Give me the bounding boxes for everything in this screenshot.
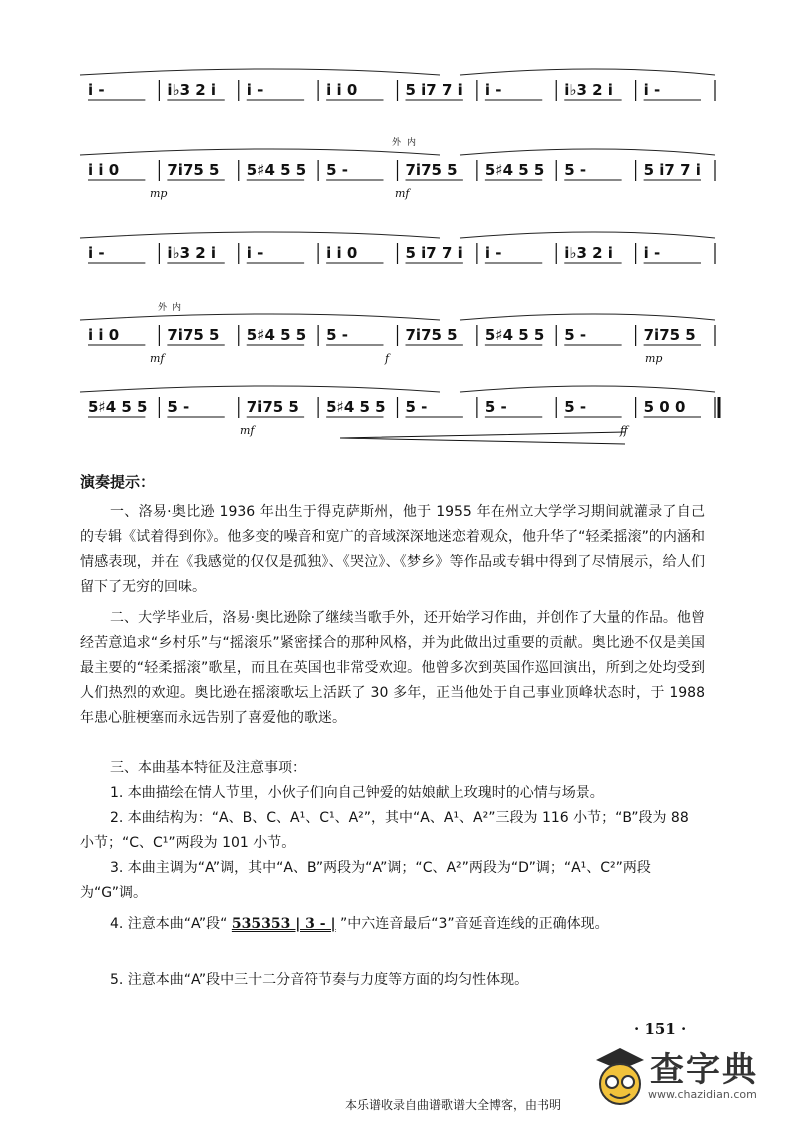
slur-mark — [460, 386, 715, 392]
measure-notes: 5 - — [405, 398, 428, 416]
measure-notes: i i 0 — [88, 326, 120, 344]
logo-url: www.chazidian.com — [648, 1088, 757, 1101]
measure-notes: 7i75 5 — [405, 326, 458, 344]
measure-notes: 5 0 0 — [643, 398, 686, 416]
inline-notation: 535353 | 3 - | — [231, 916, 336, 932]
tips-item-5: 5. 注意本曲“A”段中三十二分音符节奏与力度等方面的均匀性体现。 — [110, 972, 529, 988]
measure-notes: i i 0 — [326, 244, 358, 262]
measure-notes: i - — [88, 81, 105, 99]
tips-heading: 演奏提示： — [80, 473, 156, 491]
measure-notes: 7i75 5 — [167, 161, 220, 179]
measure-notes: i♭3 2 i — [564, 81, 613, 99]
slur-mark — [80, 232, 440, 238]
dynamic-marking: mp — [150, 187, 168, 200]
measure-notes: 7i75 5 — [405, 161, 458, 179]
measure-notes: i - — [246, 81, 264, 99]
measure-notes: i♭3 2 i — [167, 244, 217, 262]
measure-notes: i♭3 2 i — [564, 244, 613, 262]
measure-notes: i i 0 — [88, 161, 120, 179]
ornament-marking: 外 — [158, 303, 168, 313]
logo-mascot-icon — [590, 1042, 650, 1114]
dynamic-marking: mf — [240, 424, 255, 437]
measure-notes: 7i75 5 — [167, 326, 220, 344]
tips-item-2: 2. 本曲结构为：“A、B、C、A¹、C¹、A²”，其中“A、A¹、A²”三段为 116 小节；“B”段为 88 小节；“C、C¹”两段为 101 小节。 — [80, 810, 689, 851]
measure-notes: i♭3 2 i — [167, 81, 217, 99]
tips-item-3: 3. 本曲主调为“A”调，其中“A、B”两段为“A”调；“C、A²”两段为“D”调；“A¹、C²”两段为“G”调。 — [80, 860, 651, 901]
measure-notes: 5♯4 5 5 — [88, 398, 148, 416]
measure-notes: i - — [484, 244, 502, 262]
measure-notes: 7i75 5 — [246, 398, 299, 416]
tips-item-4-start: 4. 注意本曲“A”段“ — [110, 916, 228, 932]
measure-notes: i - — [643, 81, 661, 99]
slur-mark — [460, 232, 715, 238]
ornament-marking: 内 — [172, 303, 182, 313]
measure-notes: 5 - — [326, 326, 349, 344]
dynamic-marking: f — [385, 352, 390, 365]
logo-text: 查字典 — [650, 1050, 758, 1090]
tips-paragraph-2: 二、大学毕业后，洛易·奥比逊除了继续当歌手外，还开始学习作曲，并创作了大量的作品。他曾经苦意追求“乡村乐”与“摇滚乐”紧密揉合的那种风格，并为此做出过重要的贡献。奥比逊不仅是美国最主要的“轻柔摇滚”歌星，而且在英国也非常受欢迎。他曾多次到英国作巡回演出，所到之处均受到人们热烈的欢迎。奥比逊在摇滚歌坛上活跃了 30 多年，正当他处于自己事业顶峰状态时，于 1988 年患心脏梗塞而永远告别了喜爱他的歌迷。 — [80, 610, 705, 726]
page-number: · 151 · — [634, 1020, 687, 1038]
tips-item-4 — [80, 912, 705, 937]
measure-notes: i - — [484, 81, 502, 99]
crescendo-hairpin — [340, 432, 625, 444]
measure-notes: 5 i7 7 i — [405, 244, 463, 262]
music-score — [0, 0, 801, 460]
measure-notes: 5 i7 7 i — [405, 81, 463, 99]
dynamic-marking: mp — [645, 352, 663, 365]
tips-item-4-end: ”中六连音最后“3”音延音连线的正确体现。 — [340, 916, 609, 932]
measure-notes: i - — [643, 244, 661, 262]
measure-notes: 5 - — [564, 326, 587, 344]
slur-mark — [80, 314, 440, 320]
slur-mark — [80, 386, 440, 392]
dynamic-marking: ff — [620, 424, 628, 437]
measure-notes: 5 - — [484, 398, 507, 416]
tips-item-1: 1. 本曲描绘在情人节里，小伙子们向自己钟爱的姑娘献上玫瑰时的心情与场景。 — [110, 785, 604, 801]
measure-notes: i i 0 — [326, 81, 358, 99]
slur-mark — [80, 149, 440, 155]
measure-notes: 5♯4 5 5 — [326, 398, 386, 416]
ornament-marking: 外 — [392, 138, 402, 148]
measure-notes: 5 - — [564, 398, 587, 416]
slur-mark — [460, 149, 715, 155]
measure-notes: 7i75 5 — [643, 326, 696, 344]
measure-notes: i - — [246, 244, 264, 262]
measure-notes: 5♯4 5 5 — [246, 326, 307, 344]
dynamic-marking: mf — [395, 187, 410, 200]
slur-mark — [460, 314, 715, 320]
footer-note: 本乐谱收录自曲谱歌谱大全博客，由书明 — [345, 1098, 562, 1112]
tips-paragraph-3: 三、本曲基本特征及注意事项： — [110, 760, 306, 776]
measure-notes: 5 - — [167, 398, 190, 416]
measure-notes: 5 i7 7 i — [643, 161, 701, 179]
measure-notes: 5♯4 5 5 — [484, 161, 545, 179]
slur-mark — [80, 69, 440, 75]
slur-mark — [460, 69, 715, 75]
dynamic-marking: mf — [150, 352, 165, 365]
ornament-marking: 内 — [407, 138, 417, 148]
measure-notes: i - — [88, 244, 105, 262]
measure-notes: 5♯4 5 5 — [246, 161, 307, 179]
score-svg — [0, 0, 801, 460]
tips-paragraph-1: 一、洛易·奥比逊 1936 年出生于得克萨斯州，他于 1955 年在州立大学学习期间就灌录了自己的专辑《试着得到你》。他多变的噪音和宽广的音域深深地迷恋着观众，他升华了“轻柔摇滚”的内涵和情感表现，并在《我感觉的仅仅是孤独》、《哭泣》、《梦乡》等作品或专辑中得到了尽情展示，给人们留下了无穷的回味。 — [80, 504, 705, 595]
site-logo — [590, 1036, 790, 1116]
measure-notes: 5 - — [326, 161, 349, 179]
measure-notes: 5 - — [564, 161, 587, 179]
measure-notes: 5♯4 5 5 — [484, 326, 545, 344]
